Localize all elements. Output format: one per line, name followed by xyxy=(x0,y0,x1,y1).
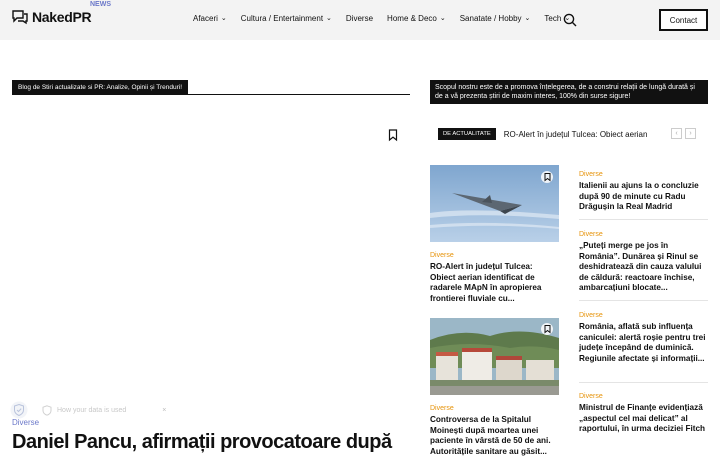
contact-button[interactable]: Contact xyxy=(659,9,708,31)
divider xyxy=(579,300,708,301)
article-title[interactable]: Controversa de la Spitalul Moinești după moartea unei paciente în vârstă de 50 de ani. Autoritățile sanitare au găsit... xyxy=(430,415,551,456)
nav-tech[interactable]: Tech ⌄ xyxy=(544,14,571,23)
chevron-down-icon: ⌄ xyxy=(564,14,571,22)
search-icon[interactable] xyxy=(563,13,577,27)
divider xyxy=(579,382,708,383)
article-category[interactable]: Diverse xyxy=(579,393,603,400)
drone-image xyxy=(430,165,559,242)
shield-icon xyxy=(42,405,52,416)
chevron-down-icon: ⌄ xyxy=(326,14,332,22)
featured-title[interactable]: Daniel Pancu, afirmații provocatoare după xyxy=(12,431,392,453)
article-title[interactable]: Italienii au ajuns la o concluzie după 90 de minute cu Radu Drăgușin la Real Madrid xyxy=(579,181,699,211)
nav-cultura[interactable]: Cultura / Entertainment ⌄ xyxy=(240,14,332,23)
ticker-nav xyxy=(671,128,699,139)
nav-sanatate-hobby[interactable]: Sanatate / Hobby ⌄ xyxy=(459,14,531,23)
ticker-prev-button[interactable]: ‹ xyxy=(671,128,682,139)
article-thumb-hospital[interactable] xyxy=(430,318,559,395)
ticker-label: DE ACTUALITATE xyxy=(438,128,496,140)
divider xyxy=(579,219,708,220)
ticker-headline[interactable]: RO-Alert în județul Tulcea: Obiect aerian xyxy=(503,129,648,139)
article-category[interactable]: Diverse xyxy=(579,231,603,238)
logo-news-tag: NEWS xyxy=(90,1,111,8)
site-logo[interactable] xyxy=(12,9,91,25)
chevron-down-icon: ⌄ xyxy=(524,14,531,22)
article-title[interactable]: „Puteți merge pe jos în România”. Dunărea și Rinul se deshidratează din cauza valului de căldură: reactoare închise, ambarcațiuni blocate... xyxy=(579,241,702,292)
hospital-image xyxy=(430,318,559,395)
nav-home-deco[interactable]: Home & Deco ⌄ xyxy=(387,14,446,23)
blog-tag: Blog de Stiri actualizate si PR: Analize, Opinii și Trenduri! xyxy=(12,80,188,95)
bookmark-icon[interactable] xyxy=(388,129,398,141)
shield-check-icon xyxy=(10,401,28,419)
chat-logo-icon xyxy=(12,9,28,25)
bookmark-icon[interactable] xyxy=(541,323,553,335)
article-thumb-drone[interactable] xyxy=(430,165,559,242)
blog-heading-bar xyxy=(12,80,410,95)
privacy-consent-bar[interactable] xyxy=(10,401,166,419)
article-title[interactable]: România, aflată sub influența caniculei: alertă roșie pentru trei județe începând de duminică. Regiunile afectate și informații... xyxy=(579,322,706,363)
bookmark-icon[interactable] xyxy=(541,171,553,183)
close-icon[interactable]: × xyxy=(162,406,167,414)
nav-diverse[interactable]: Diverse xyxy=(345,14,374,23)
ticker-next-button[interactable]: › xyxy=(685,128,696,139)
featured-category[interactable]: Diverse xyxy=(12,418,40,427)
news-ticker xyxy=(438,128,647,140)
article-title[interactable]: Ministrul de Finanțe evidențiază „aspectul cel mai delicat” al raportului, în urma deciziei Fitch xyxy=(579,403,706,433)
nav-afaceri[interactable]: Afaceri ⌄ xyxy=(193,14,227,23)
main-nav xyxy=(193,14,584,23)
chevron-down-icon: ⌄ xyxy=(439,14,446,22)
consent-text: How your data is used xyxy=(57,406,127,414)
mission-statement: Scopul nostru este de a promova înțelegerea, de a construi relații de lungă durată și de a vă prezenta știri de maxim interes, 100% din surse sigure! xyxy=(430,80,708,104)
article-category[interactable]: Diverse xyxy=(430,405,454,412)
article-category[interactable]: Diverse xyxy=(430,252,454,259)
logo-text: NakedPR xyxy=(32,9,92,25)
article-category[interactable]: Diverse xyxy=(579,171,603,178)
article-category[interactable]: Diverse xyxy=(579,312,603,319)
site-header xyxy=(0,0,720,40)
chevron-down-icon: ⌄ xyxy=(220,14,227,22)
article-title[interactable]: RO-Alert în județul Tulcea: Obiect aerian identificat de radarele MApN în apropierea frontierei fluviale cu... xyxy=(430,262,542,303)
